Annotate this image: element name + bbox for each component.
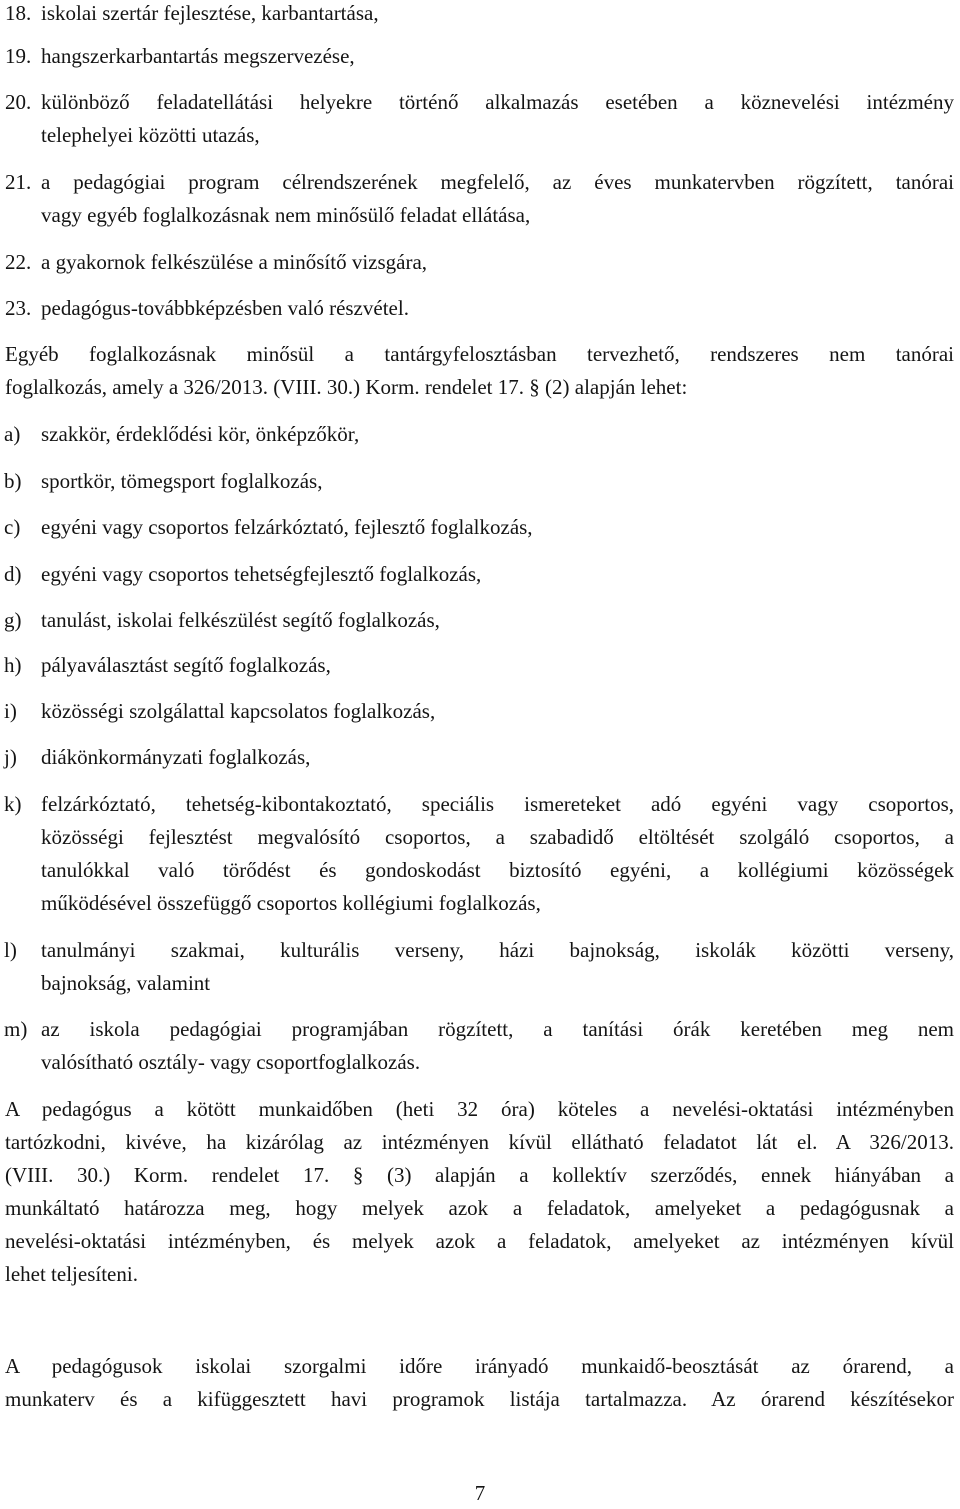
list-item-text: pedagógus-továbbképzésben való részvétel. (41, 296, 409, 320)
page-number: 7 (474, 1481, 486, 1505)
list-item-text: egyéni vagy csoportos tehetségfejlesztő foglalkozás, (41, 562, 482, 586)
list-item-text: tanulókkal való törődést és gondoskodást biztosító egyéni, a kollégiumi közösségek (41, 858, 954, 882)
list-item-text: az iskola pedagógiai programjában rögzített, a tanítási órák keretében meg nem (41, 1017, 954, 1041)
list-item-text: bajnokság, valamint (41, 971, 211, 995)
item-label: m) (4, 1017, 28, 1041)
item-label: d) (4, 562, 22, 586)
item-label: j) (4, 745, 17, 769)
paragraph-line: munkáltató határozza meg, hogy melyek azok a feladatok, amelyeket a pedagógusnak a (5, 1196, 954, 1220)
item-label: h) (4, 653, 22, 677)
list-item-text: valósítható osztály- vagy csoportfoglalkozás. (41, 1050, 421, 1074)
list-item-text: tanulást, iskolai felkészülést segítő foglalkozás, (41, 608, 440, 632)
paragraph-line: munkaterv és a kifüggesztett havi programok listája tartalmazza. Az órarend készítésekor (5, 1387, 954, 1411)
item-number: 23. (5, 296, 32, 320)
paragraph-line: A pedagógusok iskolai szorgalmi időre irányadó munkaidő-beosztását az órarend, a (5, 1354, 954, 1378)
paragraph-line: (VIII. 30.) Korm. rendelet 17. § (3) alapján a kollektív szerződés, ennek hiányában a (5, 1163, 954, 1187)
list-item-text: működésével összefüggő csoportos kollégiumi foglalkozás, (41, 891, 541, 915)
item-label: i) (4, 699, 17, 723)
item-number: 21. (5, 170, 32, 194)
list-item-text: a pedagógiai program célrendszerének megfelelő, az éves munkatervben rögzített, tanórai (41, 170, 954, 194)
item-label: a) (4, 422, 21, 446)
list-item-text: telephelyei közötti utazás, (41, 123, 260, 147)
list-item-text: vagy egyéb foglalkozásnak nem minősülő feladat ellátása, (41, 203, 531, 227)
list-item-text: szakkör, érdeklődési kör, önképzőkör, (41, 422, 360, 446)
paragraph-line: foglalkozás, amely a 326/2013. (VIII. 30.) Korm. rendelet 17. § (2) alapján lehet: (5, 375, 688, 399)
list-item-text: közösségi fejlesztést megvalósító csoportos, a szabadidő eltöltését szolgáló csoportos, a (41, 825, 954, 849)
item-number: 22. (5, 250, 32, 274)
item-number: 18. (5, 1, 32, 25)
paragraph-line: lehet teljesíteni. (5, 1262, 138, 1286)
paragraph-line: nevelési-oktatási intézményben, és melyek azok a feladatok, amelyeket az intézményen kívül (5, 1229, 954, 1253)
list-item-text: diákönkormányzati foglalkozás, (41, 745, 311, 769)
list-item-text: a gyakornok felkészülése a minősítő vizsgára, (41, 250, 428, 274)
list-item-text: felzárkóztató, tehetség-kibontakoztató, speciális ismereteket adó egyéni vagy csoportos, (41, 792, 954, 816)
list-item-text: különböző feladatellátási helyekre történő alkalmazás esetében a köznevelési intézmény (41, 90, 954, 114)
list-item-text: egyéni vagy csoportos felzárkóztató, fejlesztő foglalkozás, (41, 515, 533, 539)
item-label: g) (4, 608, 22, 632)
item-label: b) (4, 469, 22, 493)
list-item-text: tanulmányi szakmai, kulturális verseny, házi bajnokság, iskolák közötti verseny, (41, 938, 954, 962)
paragraph-line: Egyéb foglalkozásnak minősül a tantárgyfelosztásban tervezhető, rendszeres nem tanórai (5, 342, 954, 366)
paragraph-line: A pedagógus a kötött munkaidőben (heti 32 óra) köteles a nevelési-oktatási intézményben (5, 1097, 954, 1121)
item-label: k) (4, 792, 22, 816)
list-item-text: pályaválasztást segítő foglalkozás, (41, 653, 331, 677)
item-number: 19. (5, 44, 32, 68)
list-item-text: iskolai szertár fejlesztése, karbantartása, (41, 1, 379, 25)
paragraph-line: tartózkodni, kivéve, ha kizárólag az intézményen kívül ellátható feladatot lát el. A 326/2013. (5, 1130, 954, 1154)
list-item-text: közösségi szolgálattal kapcsolatos foglalkozás, (41, 699, 436, 723)
item-number: 20. (5, 90, 32, 114)
list-item-text: hangszerkarbantartás megszervezése, (41, 44, 355, 68)
item-label: c) (4, 515, 21, 539)
list-item-text: sportkör, tömegsport foglalkozás, (41, 469, 323, 493)
item-label: l) (4, 938, 17, 962)
